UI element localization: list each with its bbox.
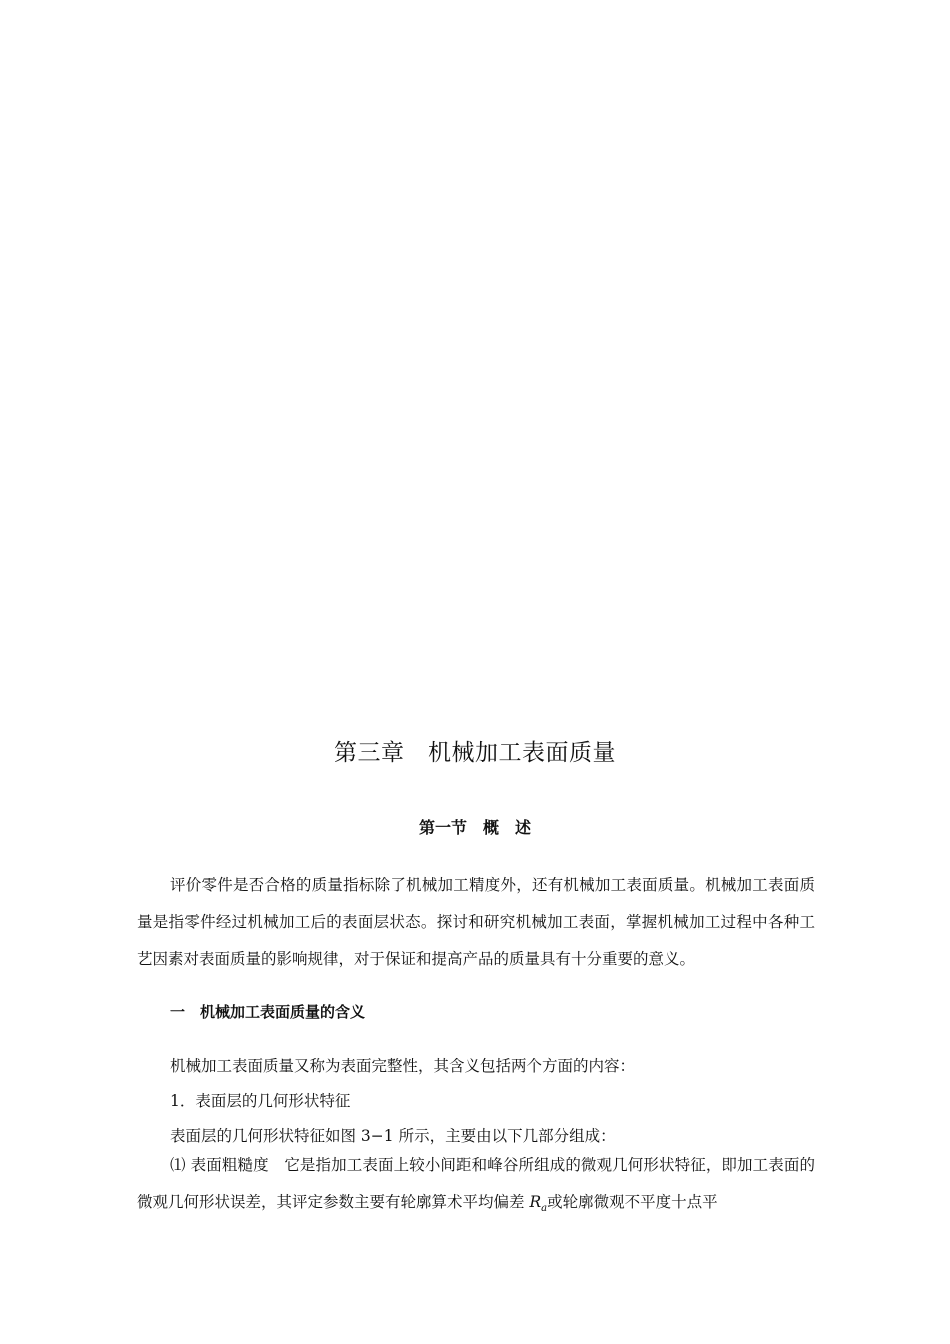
ra-symbol	[529, 1193, 548, 1215]
section-title: 第一节 概 述	[418, 818, 531, 837]
roughness-paragraph	[137, 1147, 815, 1227]
item-1-heading: 1．表面层的几何形状特征	[170, 1092, 351, 1110]
ra-letter: R	[529, 1193, 542, 1211]
meaning-line: 机械加工表面质量又称为表面完整性，其含义包括两个方面的内容：	[170, 1057, 636, 1075]
ra-subscript: a	[541, 1203, 548, 1215]
roughness-text-tail: 或轮廓微观不平度十点平	[547, 1193, 718, 1211]
item-1-description: 表面层的几何形状特征如图 3−1 所示，主要由以下几部分组成：	[170, 1127, 616, 1145]
intro-paragraph: 评价零件是否合格的质量指标除了机械加工精度外，还有机械加工表面质量。机械加工表面质量是指零件经过机械加工后的表面层状态。探讨和研究机械加工表面，掌握机械加工过程中各种工艺因素对表面质量的影响规律，对于保证和提高产品的质量具有十分重要的意义。	[137, 876, 815, 968]
roughness-text: ⑴ 表面粗糙度 它是指加工表面上较小间距和峰谷所组成的微观几何形状特征，即加工表面的微观几何形状误差，其评定参数主要有轮廓算术平均偏差	[137, 1156, 815, 1211]
chapter-title: 第三章 机械加工表面质量	[334, 740, 616, 766]
subsection-heading: 一 机械加工表面质量的含义	[170, 1003, 366, 1021]
